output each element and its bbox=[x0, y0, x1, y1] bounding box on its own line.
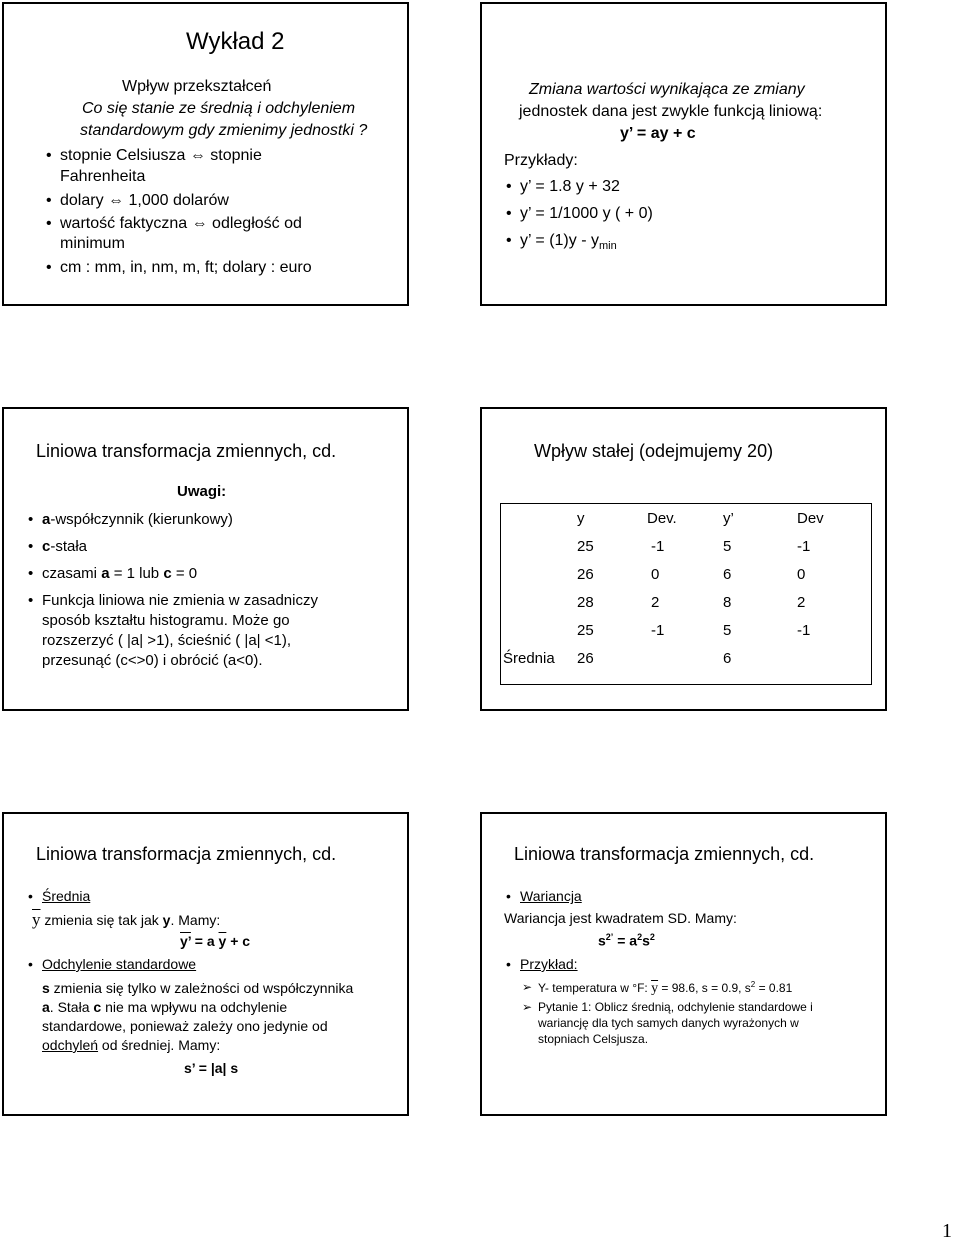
superscript: 2 bbox=[649, 932, 655, 942]
example-item: • y’ = 1/1000 y ( + 0) bbox=[520, 205, 653, 223]
sub-item-cont: stopniach Celsjusza. bbox=[538, 1032, 649, 1046]
bullet-item: • Przykład: bbox=[520, 956, 578, 972]
slide-6 bbox=[480, 812, 887, 1116]
text-line bbox=[42, 980, 353, 996]
text: . Stała bbox=[49, 999, 94, 1015]
subscript: min bbox=[598, 240, 617, 253]
table-cell: 0 bbox=[651, 566, 660, 583]
var-a: a bbox=[42, 511, 51, 528]
bullet-item: • Średnia bbox=[42, 888, 90, 904]
text-line: standardowe, ponieważ zależy ono jedynie od bbox=[42, 1018, 328, 1034]
text: -stała bbox=[50, 538, 88, 555]
bullet-item bbox=[42, 565, 197, 582]
table-cell: 5 bbox=[723, 538, 732, 555]
slide-4 bbox=[480, 407, 887, 711]
text-line bbox=[42, 1037, 220, 1053]
heading: Uwagi: bbox=[177, 483, 227, 500]
sub-item bbox=[538, 980, 792, 997]
formula-part: y’ bbox=[180, 933, 191, 949]
example-text: y’ = (1)y - y bbox=[520, 232, 599, 249]
table-cell: 5 bbox=[723, 622, 732, 639]
bullet-item bbox=[42, 511, 233, 528]
table-header: y bbox=[577, 510, 585, 527]
bullet-item: • dolary ⇔ 1,000 dolarów bbox=[60, 192, 229, 210]
text-line: Wariancja jest kwadratem SD. Mamy: bbox=[504, 910, 737, 926]
slide-title: Liniowa transformacja zmiennych, cd. bbox=[514, 844, 815, 864]
table-cell: -1 bbox=[797, 622, 811, 639]
formula-part: + c bbox=[226, 933, 251, 949]
formula-part: s bbox=[598, 932, 606, 949]
text: = 0 bbox=[171, 565, 198, 582]
bullet-item: • wartość faktyczna ⇔ odległość od bbox=[60, 215, 302, 233]
text: zmienia się tak jak bbox=[40, 912, 163, 928]
table-cell: -1 bbox=[651, 538, 665, 555]
superscript: 2’ bbox=[605, 932, 614, 942]
example-item bbox=[520, 232, 617, 252]
bullet-item-cont: Fahrenheita bbox=[60, 168, 146, 185]
table-cell: 2 bbox=[797, 594, 806, 611]
text-line bbox=[32, 910, 220, 930]
mean-value: 26 bbox=[577, 650, 594, 667]
formula-part: = a bbox=[613, 932, 638, 949]
var-c: c bbox=[163, 565, 172, 582]
table-cell: -1 bbox=[797, 538, 811, 555]
text: = 0.81 bbox=[755, 981, 793, 995]
text: Y- temperatura w °F: bbox=[538, 981, 652, 995]
bullet-item bbox=[42, 538, 87, 555]
bullet-item: • Wariancja bbox=[520, 888, 582, 904]
slide-title: Liniowa transformacja zmiennych, cd. bbox=[36, 441, 337, 461]
text: od średniej. Mamy: bbox=[98, 1037, 221, 1053]
page-number: 1 bbox=[942, 1220, 952, 1242]
text: odchyleń bbox=[42, 1037, 99, 1053]
formula-part: = a bbox=[190, 933, 219, 949]
var-c: c bbox=[42, 538, 51, 555]
text: nie ma wpływu na odchylenie bbox=[101, 999, 288, 1015]
bullet-item: • Odchylenie standardowe bbox=[42, 956, 196, 972]
slide-3 bbox=[2, 407, 409, 711]
formula-part: $\overline{y}$ bbox=[218, 933, 227, 949]
formula-part: s bbox=[642, 932, 650, 949]
superscript: 2 bbox=[750, 980, 756, 989]
bullet-item-cont: przesunąć (c<>0) i obrócić (a<0). bbox=[42, 652, 263, 669]
table-header: Dev bbox=[797, 510, 824, 527]
subtitle-line: standardowym gdy zmienimy jednostki ? bbox=[80, 122, 368, 139]
table-header: y’ bbox=[723, 510, 734, 527]
var-a: a bbox=[42, 999, 50, 1015]
bullet-item: • Funkcja liniowa nie zmienia w zasadniczy bbox=[42, 592, 318, 609]
text-line: Zmiana wartości wynikająca ze zmiany bbox=[529, 81, 805, 98]
subtitle-line: Wpływ przekształceń bbox=[122, 78, 272, 95]
table-cell: 8 bbox=[723, 594, 732, 611]
formula bbox=[180, 933, 250, 949]
table-cell: 2 bbox=[651, 594, 660, 611]
table-cell: 26 bbox=[577, 566, 594, 583]
text-line: Przykłady: bbox=[504, 152, 578, 169]
slide-2 bbox=[480, 2, 887, 306]
mean-value: 6 bbox=[723, 650, 732, 667]
bullet-item: • cm : mm, in, nm, m, ft; dolary : euro bbox=[60, 259, 312, 277]
bullet-item-cont: sposób kształtu histogramu. Może go bbox=[42, 612, 290, 629]
var-c: c bbox=[93, 999, 102, 1015]
slide-title: Wpływ stałej (odejmujemy 20) bbox=[534, 441, 774, 461]
text: zmienia się tylko w zależności od współczynnika bbox=[49, 980, 354, 996]
table-cell: 6 bbox=[723, 566, 732, 583]
data-table bbox=[500, 503, 872, 685]
var-s: s bbox=[42, 980, 50, 996]
table-cell: 28 bbox=[577, 594, 594, 611]
text: . Mamy: bbox=[170, 912, 221, 928]
text: = 98.6, s = 0.9, s bbox=[658, 981, 751, 995]
slide-1 bbox=[2, 2, 409, 306]
slide-title: Wykład 2 bbox=[186, 28, 285, 55]
bullet-item: • stopnie Celsiusza ⇔ stopnie bbox=[60, 147, 262, 165]
text: czasami bbox=[42, 565, 102, 582]
subtitle-line: Co się stanie ze średnią i odchyleniem bbox=[82, 100, 356, 117]
formula bbox=[598, 932, 655, 949]
mean-label: Średnia bbox=[503, 650, 555, 667]
text-line: jednostek dana jest zwykle funkcją liniową: bbox=[519, 103, 823, 120]
formula: y’ = ay + c bbox=[620, 125, 696, 142]
var-a: a bbox=[101, 565, 110, 582]
sub-item-cont: wariancję dla tych samych danych wyrażonych w bbox=[538, 1016, 799, 1030]
sub-item: ➢ Pytanie 1: Oblicz średnią, odchylenie standardowe i bbox=[538, 1000, 813, 1014]
text: -współczynnik (kierunkowy) bbox=[50, 511, 233, 528]
text: = 1 lub bbox=[109, 565, 164, 582]
example-item: • y’ = 1.8 y + 32 bbox=[520, 178, 620, 196]
var-y-bar: $\overline{y}$ bbox=[32, 910, 41, 929]
table-cell: -1 bbox=[651, 622, 665, 639]
slide-5 bbox=[2, 812, 409, 1116]
text-line bbox=[42, 999, 287, 1015]
table-cell: 25 bbox=[577, 538, 594, 555]
bullet-item-cont: rozszerzyć ( |a| >1), ścieśnić ( |a| <1), bbox=[42, 632, 291, 649]
slide-title: Liniowa transformacja zmiennych, cd. bbox=[36, 844, 337, 864]
formula: s’ = |a| s bbox=[184, 1060, 239, 1076]
table-cell: 25 bbox=[577, 622, 594, 639]
superscript: 2 bbox=[637, 932, 643, 942]
var-y-bar: $\overline{y}$ bbox=[651, 981, 659, 996]
var-y: y bbox=[162, 912, 171, 928]
table-header: Dev. bbox=[647, 510, 677, 527]
bullet-item-cont: minimum bbox=[60, 235, 125, 252]
table-cell: 0 bbox=[797, 566, 806, 583]
